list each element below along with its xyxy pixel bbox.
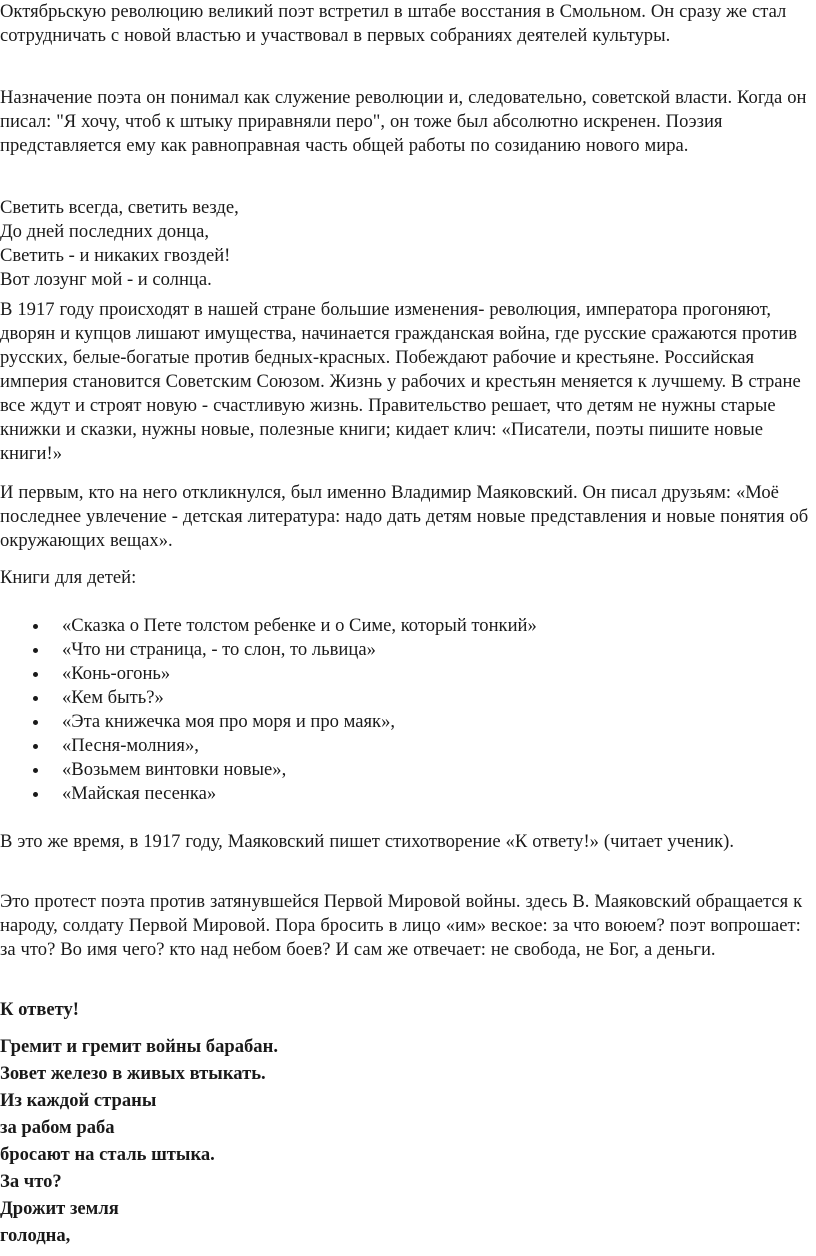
list-item: «Возьмем винтовки новые», (0, 758, 812, 782)
paragraph-first-responder: И первым, кто на него откликнулся, был именно Владимир Маяковский. Он писал друзьям: «Моё последнее увлечение - детская литература: надо дать детям новые представления и новые понятия об окружающих вещах». (0, 482, 809, 551)
list-item: «Сказка о Пете толстом ребенке и о Симе, который тонкий» (0, 614, 812, 638)
bullet-icon (33, 768, 38, 773)
list-item: «Майская песенка» (0, 782, 812, 806)
poem-line: Дрожит земля (0, 1198, 119, 1219)
list-item: «Песня-молния», (0, 734, 812, 758)
poem-line: До дней последних донца, (0, 221, 210, 242)
paragraph-k-otvetu-intro: В это же время, в 1917 году, Маяковский пишет стихотворение «К ответу!» (читает ученик). (0, 831, 735, 852)
list-item: «Кем быть?» (0, 686, 812, 710)
poem-line: голодна, (0, 1225, 71, 1246)
list-item: «Что ни страница, - то слон, то львица» (0, 638, 812, 662)
poem-line: Вот лозунг мой - и солнца. (0, 269, 212, 290)
poem-line: Светить всегда, светить везде, (0, 197, 239, 218)
poem-line: За что? (0, 1171, 62, 1192)
poem-k-otvetu (0, 1033, 278, 1249)
paragraph-smolny: Октябрьскую революцию великий поэт встретил в штабе восстания в Смольном. Он сразу же стал сотрудничать с новой властью и участвовал в первых собраниях деятелей культуры. (0, 1, 787, 46)
bullet-icon (33, 672, 38, 677)
list-item: «Эта книжечка моя про моря и про маяк», (0, 710, 812, 734)
bullet-icon (33, 648, 38, 653)
bullet-icon (33, 720, 38, 725)
poem-line: Зовет железо в живых втыкать. (0, 1063, 266, 1084)
poem-svetit (0, 196, 239, 292)
poem-line: Гремит и гремит войны барабан. (0, 1036, 278, 1057)
paragraph-1917-changes: В 1917 году происходят в нашей стране большие изменения- революция, императора прогоняют, дворян и купцов лишают имущества, начинается гражданская война, где русские сражаются против русских, белые-богатые против бедных-красных. Побеждают рабочие и крестьяне. Российская империя становится Советским Союзом. Жизнь у рабочих и крестьян меняется к лучшему. В стране все ждут и строят новую - счастливую жизнь. Правительство решает, что детям не нужны старые книжки и сказки, нужны новые, полезные книги; кидает клич: «Писатели, поэты пишите новые книги!» (0, 299, 801, 464)
list-item: «Конь-огонь» (0, 662, 812, 686)
books-list (0, 614, 812, 806)
paragraph-poet-purpose: Назначение поэта он понимал как служение революции и, следовательно, советской власти. Когда он писал: "Я хочу, чтоб к штыку приравняли перо", он тоже был абсолютно искренен. Поэзия представляется ему как равноправная часть общей работы по созиданию нового мира. (0, 87, 807, 156)
poem-line: Светить - и никаких гвоздей! (0, 245, 231, 266)
poem-line: Из каждой страны (0, 1090, 157, 1111)
bullet-icon (33, 792, 38, 797)
bullet-icon (33, 744, 38, 749)
paragraph-war-protest: Это протест поэта против затянувшейся Первой Мировой войны. здесь В. Маяковский обращается к народу, солдату Первой Мировой. Пора бросить в лицо «им» веское: за что воюем? поэт вопрошает: за что? Во имя чего? кто над небом боев? И сам же отвечает: не свобода, не Бог, а деньги. (0, 891, 803, 960)
poem-line: за рабом раба (0, 1117, 115, 1138)
poem-title: К ответу! (0, 999, 79, 1020)
bullet-icon (33, 696, 38, 701)
bullet-icon (33, 624, 38, 629)
poem-line: бросают на сталь штыка. (0, 1144, 215, 1165)
books-intro: Книги для детей: (0, 567, 137, 588)
